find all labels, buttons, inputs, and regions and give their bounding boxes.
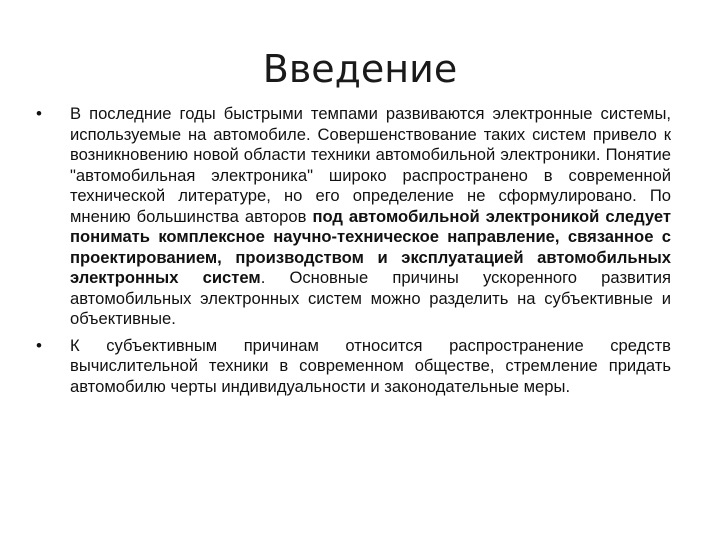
bullet-item	[36, 104, 671, 330]
bullet-segment-plain: . Основные причины ускоренного развития автомобильных электронных систем можно разделить на субъективные и объективные.	[70, 268, 671, 328]
bullet-text-1	[70, 104, 671, 328]
bullet-list	[36, 104, 671, 397]
bullet-item	[36, 336, 671, 398]
bullet-glyph: •	[36, 104, 42, 123]
slide-title: Введение	[262, 47, 458, 91]
bullet-segment-bold: под автомобильной электроникой следует понимать комплексное научно-техническое направление, связанное с проектированием, производством и эксплуатацией автомобильных электронных систем	[70, 206, 671, 287]
bullet-segment-plain: В последние годы быстрыми темпами развиваются электронные системы, используемые на автомобиле. Совершенствование таких систем привело к возникновению новой области техники автомобильной электроники. Понятие "автомобильная электроника" широко распространено в современной технической литературе, но его определение не сформулировано. По мнению большинства авторов	[70, 104, 671, 226]
bullet-glyph: •	[36, 335, 42, 355]
bullet-text-2	[70, 336, 671, 396]
bullet-segment-plain: К субъективным причинам относится распространение средств вычислительной техники в современном обществе, стремление придать автомобилю черты индивидуальности и законодательные меры.	[70, 335, 671, 396]
